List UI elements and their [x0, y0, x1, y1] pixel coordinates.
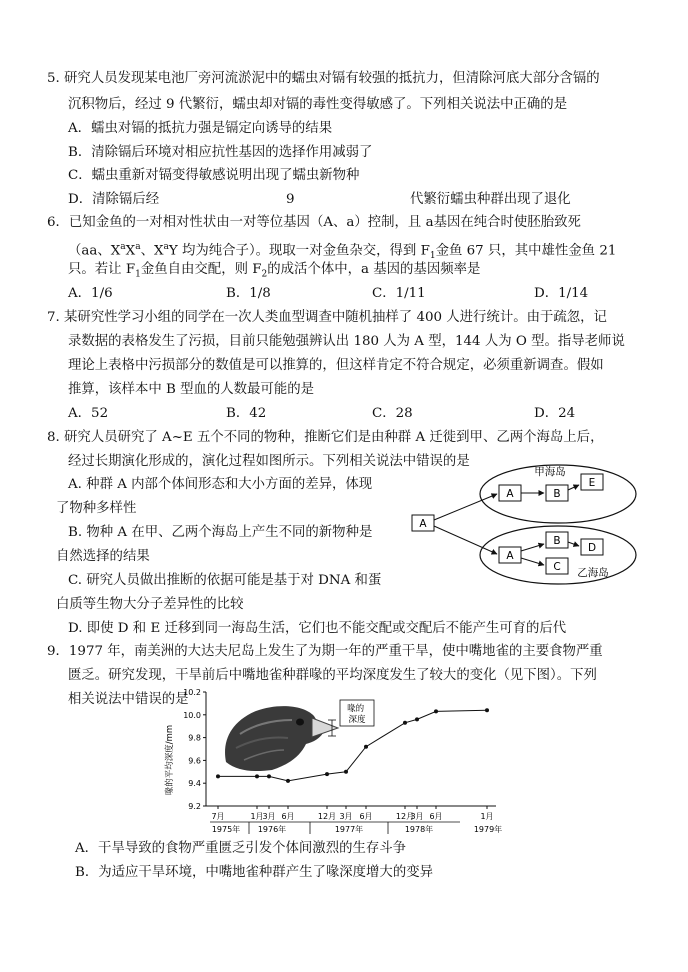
q6-options	[68, 285, 648, 303]
x-tick-label: 6月	[281, 812, 295, 821]
x-year-label: 1975年	[211, 825, 241, 834]
data-point	[216, 774, 220, 778]
x-tick-label: 12月	[317, 812, 337, 821]
q8-option-b-line2: 自然选择的结果	[56, 549, 150, 564]
x-tick-label: 6月	[359, 812, 373, 821]
data-point	[485, 708, 489, 712]
x-year-label: 1978年	[404, 825, 434, 834]
annotation-label: 喙的 深度	[347, 704, 366, 725]
q5-stem-line1: 5. 研究人员发现某电池厂旁河流淤泥中的蠕虫对镉有较强的抵抗力，但清除河底大部分含镉的	[47, 71, 600, 86]
q8-option-c-line2: 白质等生物大分子差异性的比较	[56, 597, 244, 612]
q8-option-c-line1: C. 研究人员做出推断的依据可能是基于对 DNA 和蛋	[68, 573, 382, 588]
data-point	[267, 774, 271, 778]
data-point	[286, 779, 290, 783]
finch-illustration	[225, 706, 338, 771]
q6-option-d: D．1/14	[534, 286, 589, 301]
svg-text:E: E	[588, 477, 596, 489]
q7-option-b: B．42	[226, 406, 267, 421]
x-tick-label: 1月	[250, 812, 264, 821]
q8-stem-line2: 经过长期演化形成的，演化过程如图所示。下列相关说法中错误的是	[68, 454, 470, 469]
q8-option-d: D. 即使 D 和 E 迁移到同一海岛生活，它们也不能交配或交配后不能产生可育的后代	[68, 621, 567, 636]
x-tick-label: 3月	[262, 812, 276, 821]
svg-text:A: A	[506, 488, 514, 500]
y-tick-label: 9.4	[188, 779, 201, 789]
q9-stem-line1: 9．1977 年，南美洲的大达夫尼岛上发生了为期一年的严重干旱，使中嘴地雀的主要食物严重	[47, 644, 603, 659]
svg-text:A: A	[419, 518, 427, 530]
x-year-label: 1977年	[334, 825, 364, 834]
q7-option-d: D．24	[534, 406, 576, 421]
y-tick-label: 9.8	[188, 733, 201, 743]
q8-option-a-line2: 了物种多样性	[56, 501, 137, 516]
beak-depth-chart	[160, 684, 530, 836]
x-tick-label: 3月	[410, 812, 424, 821]
q7-stem-line4: 推算，该样本中 B 型血的人数最可能的是	[68, 382, 314, 397]
data-point	[325, 772, 329, 776]
q5-option-d: D．清除镉后经 9 代繁衍蠕虫种群出现了退化	[68, 192, 571, 207]
q9-option-b: B．为适应干旱环境，中嘴地雀种群产生了喙深度增大的变异	[75, 865, 433, 880]
q8-stem-line1: 8. 研究人员研究了 A~E 五个不同的物种，推断它们是由种群 A 迁徙到甲、乙两个海岛上后，	[47, 430, 604, 445]
data-point	[403, 721, 407, 725]
q5-stem-line2: 沉积物后，经过 9 代繁衍，蠕虫却对镉的毒性变得敏感了。下列相关说法中正确的是	[68, 97, 568, 112]
y-tick-label: 10.2	[183, 688, 201, 697]
q9-stem-line3: 相关说法中错误的是	[68, 692, 189, 707]
x-tick-label: 7月	[211, 812, 225, 821]
x-tick-label: 3月	[339, 812, 353, 821]
y-tick-label: 9.2	[188, 802, 201, 811]
svg-text:B: B	[553, 535, 561, 547]
q7-stem-line2: 录数据的表格发生了污损，目前只能勉强辨认出 180 人为 A 型，144 人为 O 型。指导老师说	[68, 334, 625, 349]
data-point	[415, 717, 419, 721]
q6-option-b: B．1/8	[226, 286, 271, 301]
y-axis-label: 喙的平均深度/mm	[165, 724, 175, 796]
y-tick-label: 9.6	[188, 756, 201, 766]
q6-stem-line1: 6．已知金鱼的一对相对性状由一对等位基因（A、a）控制，且 a基因在纯合时使胚胎致死	[47, 215, 581, 230]
svg-text:C: C	[553, 561, 561, 573]
q6-option-a: A．1/6	[68, 286, 113, 301]
x-year-label: 1976年	[257, 825, 287, 834]
q8-option-a-line1: A. 种群 A 内部个体间形态和大小方面的差异，体现	[68, 477, 373, 492]
svg-text:B: B	[553, 488, 561, 500]
island-yi-label: 乙海岛	[577, 567, 609, 579]
x-tick-label: 6月	[429, 812, 443, 821]
q5-option-c: C．蠕虫重新对镉变得敏感说明出现了蠕虫新物种	[68, 168, 360, 183]
q7-stem-line1: 7. 某研究性学习小组的同学在一次人类血型调查中随机抽样了 400 人进行统计。由于疏忽，记	[47, 310, 607, 325]
q9-stem-line2: 匮乏。研究发现，干旱前后中嘴地雀种群喙的平均深度发生了较大的变化（见下图）。下列	[68, 668, 597, 683]
x-tick-label: 1月	[480, 812, 494, 821]
data-point	[344, 770, 348, 774]
y-tick-label: 10.0	[183, 710, 201, 720]
q7-options	[68, 405, 648, 423]
island-jia-label: 甲海岛	[534, 466, 566, 478]
q6-stem-line2: （aa、$X^aX^a$、$X^aY$ 均为纯合子）。现取一对金鱼杂交，得到 $F_1$金鱼 67 只，其中雄性金鱼 21	[68, 242, 617, 262]
q5-option-b: B．清除镉后环境对相应抗性基因的选择作用减弱了	[68, 145, 373, 160]
data-point	[364, 745, 368, 749]
q7-stem-line3: 理论上表格中污损部分的数值是可以推算的，但这样肯定不符合规定，必须重新调查。假如	[68, 358, 604, 373]
evolution-diagram	[405, 458, 643, 588]
q6-option-c: C．1/11	[372, 286, 426, 301]
data-point	[434, 709, 438, 713]
svg-text:D: D	[587, 542, 597, 554]
q6-stem-line3: 只。若让 $F_1$金鱼自由交配，则 $F_2$的成活个体中，a 基因的基因频率是	[68, 262, 481, 280]
q9-option-a: A．干旱导致的食物严重匮乏引发个体间激烈的生存斗争	[75, 841, 407, 856]
svg-text:A: A	[506, 550, 514, 562]
data-point	[255, 774, 259, 778]
q7-option-a: A．52	[68, 406, 109, 421]
q5-option-a: A．蠕虫对镉的抵抗力强是镉定向诱导的结果	[68, 121, 333, 136]
q8-option-b-line1: B. 物种 A 在甲、乙两个海岛上产生不同的新物种是	[68, 525, 373, 540]
x-tick-label: 12月	[395, 812, 415, 821]
q7-option-c: C．28	[372, 406, 413, 421]
x-year-label: 1979年	[473, 825, 503, 834]
